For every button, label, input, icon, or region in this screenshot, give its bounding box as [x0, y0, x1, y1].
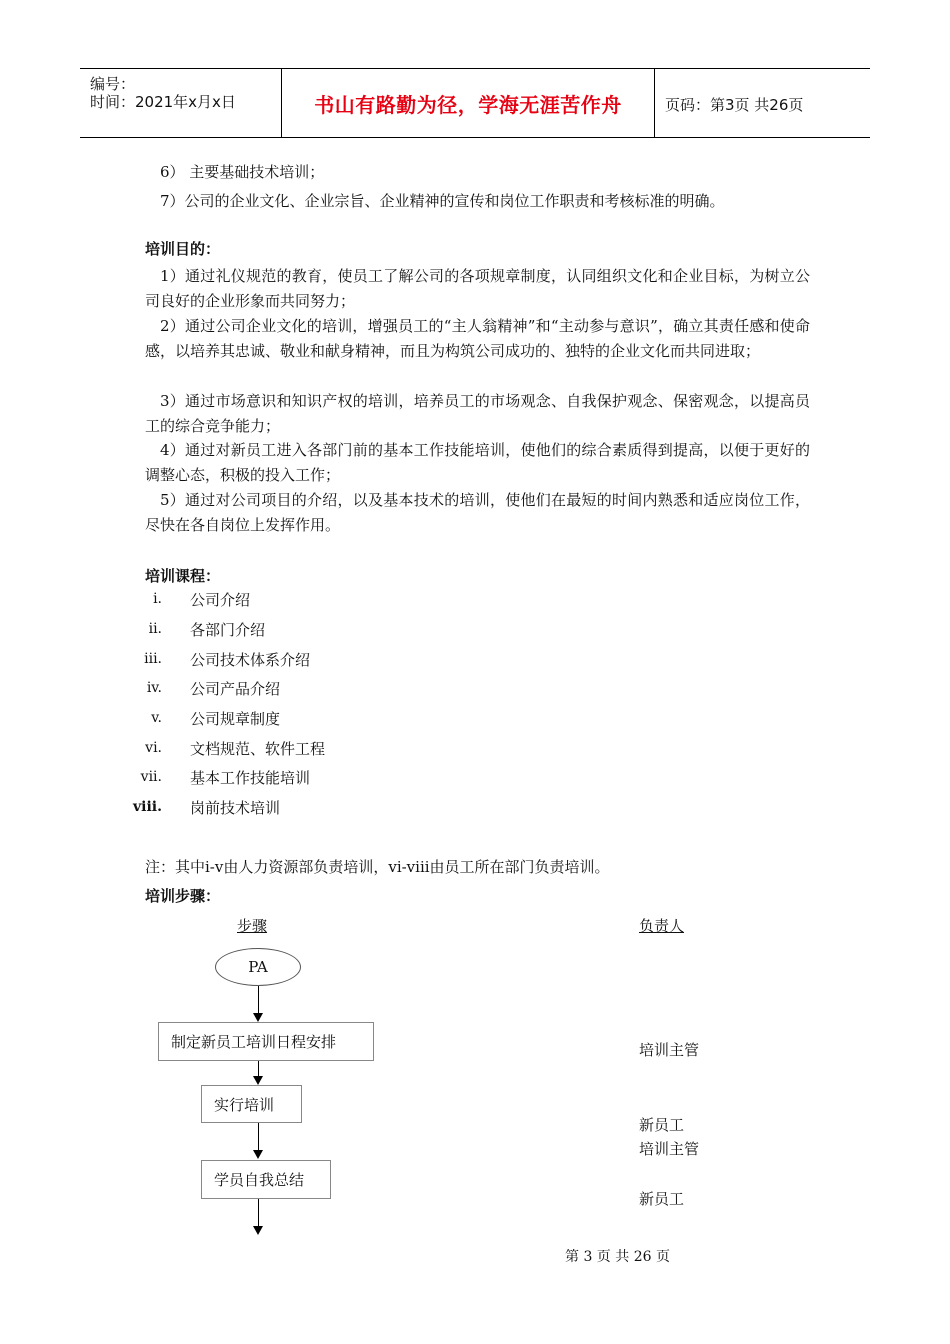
flow-start-node: PA — [215, 948, 301, 986]
flow-step-node: 学员自我总结 — [201, 1160, 331, 1199]
arrow-down-icon — [253, 1150, 263, 1159]
steps-column-header: 步骤 — [237, 917, 268, 935]
arrow-down-icon — [253, 1226, 263, 1235]
doc-time-label: 时间：2021年x月x日 — [90, 93, 236, 111]
doc-number-label: 编号： — [90, 75, 136, 93]
flow-step-node: 实行培训 — [201, 1085, 302, 1123]
list-item: 7）公司的企业文化、企业宗旨、企业精神的宣传和岗位工作职责和考核标准的明确。 — [160, 192, 725, 210]
header-page-label: 页码：第3页 共26页 — [665, 96, 804, 114]
arrow-down-icon — [253, 1013, 263, 1022]
flow-step-node: 制定新员工培训日程安排 — [158, 1022, 374, 1061]
courses-note: 注：其中i-v由人力资源部负责培训，vi-viii由员工所在部门负责培训。 — [145, 858, 610, 876]
course-item: 公司介绍 — [190, 591, 251, 609]
flow-connector — [258, 986, 259, 1014]
course-number: vii. — [140, 769, 162, 785]
course-item: 岗前技术培训 — [190, 799, 281, 817]
flow-connector — [258, 1123, 259, 1151]
course-item: 公司产品介绍 — [190, 680, 281, 698]
step-owner: 新员工 — [639, 1116, 685, 1134]
flow-connector — [258, 1061, 259, 1076]
owner-column-header: 负责人 — [639, 917, 685, 935]
course-number: vi. — [145, 740, 162, 756]
purpose-paragraph: 1）通过礼仪规范的教育，使员工了解公司的各项规章制度，认同组织文化和企业目标，为树立公司良好的企业形象而共同努力； — [145, 267, 810, 310]
section-heading-steps: 培训步骤： — [145, 887, 221, 905]
course-number: ii. — [148, 621, 162, 637]
course-item: 公司规章制度 — [190, 710, 281, 728]
purpose-paragraph: 4）通过对新员工进入各部门前的基本工作技能培训，使他们的综合素质得到提高，以便于更好的调整心态，积极的投入工作； — [145, 441, 810, 484]
arrow-down-icon — [253, 1076, 263, 1085]
section-heading-purpose: 培训目的： — [145, 240, 221, 258]
flow-connector — [258, 1199, 259, 1227]
course-number: i. — [153, 591, 162, 607]
course-number: viii. — [133, 799, 162, 815]
list-item: 6） 主要基础技术培训； — [160, 163, 325, 181]
course-item: 各部门介绍 — [190, 621, 266, 639]
step-owner: 新员工 — [639, 1190, 685, 1208]
purpose-paragraph: 5）通过对公司项目的介绍，以及基本技术的培训，使他们在最短的时间内熟悉和适应岗位工作，尽快在各自岗位上发挥作用。 — [145, 491, 810, 534]
purpose-paragraph: 2）通过公司企业文化的培训，增强员工的“主人翁精神”和“主动参与意识”，确立其责任感和使命感，以培养其忠诚、敬业和献身精神，而且为构筑公司成功的、独特的企业文化而共同进取； — [145, 317, 810, 360]
step-owner: 培训主管 — [639, 1041, 700, 1059]
course-number: iii. — [144, 651, 162, 667]
course-number: v. — [151, 710, 162, 726]
course-item: 公司技术体系介绍 — [190, 651, 311, 669]
header-divider — [654, 69, 655, 137]
page-footer: 第 3 页 共 26 页 — [565, 1249, 670, 1265]
section-heading-courses: 培训课程： — [145, 567, 221, 585]
step-owner: 培训主管 — [639, 1140, 700, 1158]
purpose-paragraph: 3）通过市场意识和知识产权的培训，培养员工的市场观念、自我保护观念、保密观念，以提高员工的综合竞争能力； — [145, 392, 810, 435]
page-header — [80, 68, 870, 138]
course-number: iv. — [146, 680, 162, 696]
header-motto: 书山有路勤为径，学海无涯苦作舟 — [314, 92, 622, 117]
course-item: 基本工作技能培训 — [190, 769, 311, 787]
course-item: 文档规范、软件工程 — [190, 740, 326, 758]
